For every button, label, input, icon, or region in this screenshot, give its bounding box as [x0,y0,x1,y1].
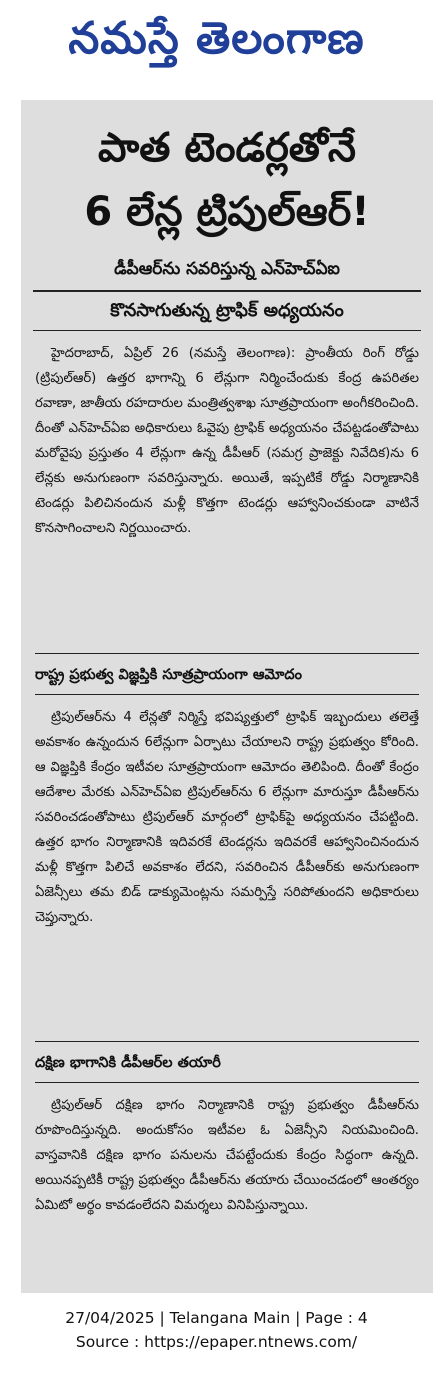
divider [35,694,419,695]
subheadline-2: కొనసాగుతున్న ట్రాఫిక్ అధ్యయనం [110,300,344,321]
source-link[interactable]: Source : https://epaper.ntnews.com/ [75,1333,358,1351]
headline-line-1: పాత టెండర్లతోనే [98,125,356,171]
section-heading-3: దక్షిణ భాగానికి డీపీఆర్‌ల తయారీ [35,1055,221,1071]
epaper-footer [0,1306,433,1354]
article-paragraph-2: ట్రిపుల్‌ఆర్‌ను 4 లేన్లతో నిర్మిస్తే భవిష్యత్తులో ట్రాఫిక్ ఇబ్బందులు తలెత్తే అవకాశం ఉన్నందున 6లేన్లుగా ఏర్పాటు చేయాలని రాష్ట్ర ప్రభుత్వం కోరింది. ఆ విజ్ఞప్తికి కేంద్రం ఇటీవల సూత్రప్రాయంగా ఆమోదం తెలిపింది. దీంతో కేంద్రం ఆదేశాల మేరకు ఎన్‌హెచ్‌ఏఐ ట్రిపుల్‌ఆర్‌ను 6 లేన్లుగా మారుస్తూ డీపీఆర్‌ను సవరించడంతోపాటు ట్రిపుల్‌ఆర్ మార్గంలో ట్రాఫిక్‌పై అధ్యయనం చేపట్టింది. ఉత్తర భాగం నిర్మాణానికి ఇదివరకే టెండర్లను ఇదివరకే ఆహ్వానించినందున మళ్లీ కొత్తగా పిలిచే అవకాశం లేదని, సవరించిన డీపీఆర్‌కు అనుగుణంగా ఏజెన్సీలు తమ బిడ్ డాక్యుమెంట్లను సమర్పిస్తే సరిపోతుందని అధికారులు చెప్తున్నారు. [35,710,419,925]
divider [35,1082,419,1083]
divider [33,290,421,292]
article-paragraph-1: హైదరాబాద్, ఏప్రిల్ 26 (నమస్తే తెలంగాణ): ప్రాంతీయ రింగ్ రోడ్డు (ట్రిపుల్‌ఆర్) ఉత్తర భాగాన్ని 6 లేన్లుగా నిర్మించేందుకు కేంద్ర ఉపరితల రవాణా, జాతీయ రహదారుల మంత్రిత్వశాఖ సూత్రప్రాయంగా అంగీకరించింది. దీంతో ఎన్‌హెచ్‌ఏఐ అధికారులు ఓవైపు ట్రాఫిక్ అధ్యయనం చేపట్టడంతోపాటు మరోవైపు ప్రస్తుతం 4 లేన్లుగా ఉన్న డీపీఆర్ (సమగ్ర ప్రాజెక్టు నివేదిక)ను 6 లేన్లకు అనుగుణంగా సవరిస్తున్నారు. అయితే, ఇప్పటికే రోడ్డు నిర్మాణానికి టెండర్లు పిలిచినందున మళ్లీ కొత్తగా టెండర్లు ఆహ్వానించకుండా వాటినే కొనసాగించాలని నిర్ణయించారు. [35,346,419,536]
headline [31,116,423,244]
section-heading-2: రాష్ట్ర ప్రభుత్వ విజ్ఞప్తికి సూత్రప్రాయంగా ఆమోదం [35,667,302,683]
headline-line-2: 6 లేన్ల ట్రిపుల్‌ఆర్! [84,189,370,235]
article-paragraph-3: ట్రిపుల్‌ఆర్ దక్షిణ భాగం నిర్మాణానికి రాష్ట్ర ప్రభుత్వం డీపీఆర్‌ను రూపొందిస్తున్నది. అందుకోసం ఇటీవల ఓ ఏజెన్సీని నియమించింది. వాస్తవానికి దక్షిణ భాగం పనులను చేపట్టేందుకు కేంద్రం సిద్ధంగా ఉన్నది. అయినప్పటికీ రాష్ట్ర ప్రభుత్వం డీపీఆర్‌ను తయారు చేయించడంలో ఆంతర్యం ఏమిటో అర్థం కావడంలేదని విమర్శలు వినిపిస్తున్నాయి. [35,1098,419,1213]
masthead [0,0,433,88]
newspaper-logo: నమస్తే తెలంగాణ [68,13,365,64]
subheadline-1: డీపీఆర్‌ను సవరిస్తున్న ఎన్‌హెచ్‌ఏఐ [114,259,340,279]
divider [35,653,419,654]
article-clipping [21,100,433,1293]
edition-info: 27/04/2025 | Telangana Main | Page : 4 [65,1309,368,1327]
divider [33,330,421,331]
divider [35,1041,419,1042]
